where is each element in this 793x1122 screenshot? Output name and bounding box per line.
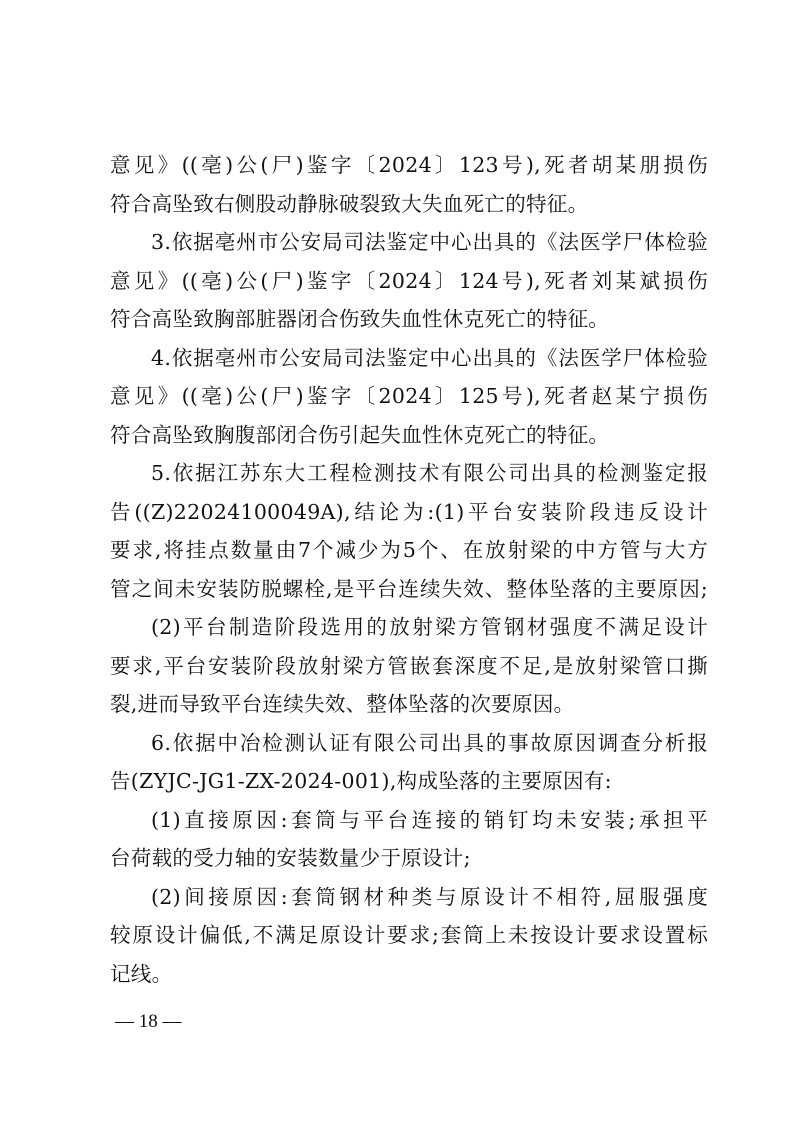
text-line: 符合高坠致右侧股动静脉破裂致大失血死亡的特征。 [110, 191, 589, 216]
text-line: (2)间接原因:套筒钢材种类与原设计不相符,屈服强度 [151, 884, 708, 909]
text-line: 记线。 [110, 961, 173, 986]
text-line: 管之间未安装防脱螺栓,是平台连续失效、整体坠落的主要原因; [110, 576, 708, 601]
page-number: — 18 — [115, 1011, 182, 1032]
text-line: 要求,将挂点数量由7个减少为5个、在放射梁的中方管与大方 [110, 538, 708, 562]
text-line: 意见》((亳)公(尸)鉴字〔2024〕125号),死者赵某宁损伤 [110, 384, 708, 408]
text-line: (2)平台制造阶段选用的放射梁方管钢材强度不满足设计 [151, 615, 708, 639]
body-text [110, 146, 708, 993]
text-line: 较原设计偏低,不满足原设计要求;套筒上未按设计要求设置标 [110, 923, 708, 947]
text-line: 裂,进而导致平台连续失效、整体坠落的次要原因。 [110, 692, 575, 716]
text-line: 要求,平台安装阶段放射梁方管嵌套深度不足,是放射梁管口撕 [110, 653, 708, 678]
text-line: 台荷载的受力轴的安装数量少于原设计; [110, 846, 471, 870]
text-line: 告((Z)22024100049A),结论为:(1)平台安装阶段违反设计 [110, 499, 708, 524]
text-line: 告(ZYJC-JG1-ZX-2024-001),构成坠落的主要原因有: [110, 769, 612, 793]
text-line: 6.依据中冶检测认证有限公司出具的事故原因调查分析报 [151, 730, 708, 755]
text-line: 4.依据亳州市公安局司法鉴定中心出具的《法医学尸体检验 [151, 345, 708, 370]
text-line: 符合高坠致胸腹部闭合伤引起失血性休克死亡的特征。 [110, 422, 610, 447]
text-line: 符合高坠致胸部脏器闭合伤致失血性休克死亡的特征。 [110, 307, 610, 331]
text-line: 意见》((亳)公(尸)鉴字〔2024〕123号),死者胡某朋损伤 [110, 153, 708, 177]
text-line: 5.依据江苏东大工程检测技术有限公司出具的检测鉴定报 [151, 461, 708, 485]
text-line: 3.依据亳州市公安局司法鉴定中心出具的《法医学尸体检验 [151, 230, 708, 254]
text-line: 意见》((亳)公(尸)鉴字〔2024〕124号),死者刘某斌损伤 [110, 268, 708, 293]
text-line: (1)直接原因:套筒与平台连接的销钉均未安装;承担平 [151, 807, 708, 832]
